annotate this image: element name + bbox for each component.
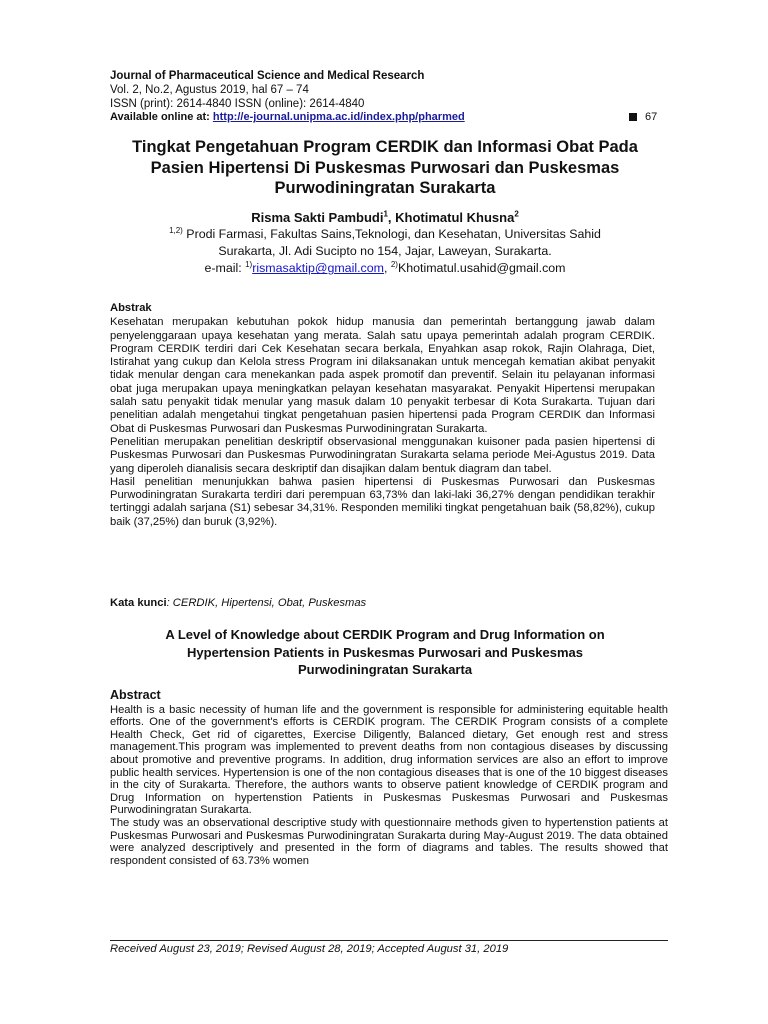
abstract-indonesian-paragraph-3: Hasil penelitian menunjukkan bahwa pasien hipertensi di Puskesmas Purwosari dan Puskesmas Purwodiningratan Surakarta terdiri dari perempuan 63,73% dan laki-laki 36,27% dengan pendidikan terakhir tertinggi adalah sarjana (S1) sebesar 34,31%. Responden memiliki tingkat pengetahuan baik (58,82%), cukup baik (37,25%) dan buruk (3,92%). bbox=[110, 475, 655, 528]
black-square-icon bbox=[629, 113, 637, 121]
keywords-label: Kata kunci bbox=[110, 597, 167, 609]
affiliation-sup: 1,2) bbox=[169, 225, 183, 235]
title-line-2: Pasien Hipertensi Di Puskesmas Purwosari dan Puskesmas bbox=[150, 158, 620, 177]
received-dates: Received August 23, 2019; Revised August 28, 2019; Accepted August 31, 2019 bbox=[110, 943, 509, 955]
english-title-line-3: Purwodiningratan Surakarta bbox=[297, 662, 473, 677]
keywords-value: : CERDIK, Hipertensi, Obat, Puskesmas bbox=[166, 597, 367, 609]
affiliation-line-1-text: Prodi Farmasi, Fakultas Sains,Teknologi, dan Kesehatan, Universitas Sahid bbox=[182, 227, 601, 241]
email-1-link[interactable]: rismasaktip@gmail.com bbox=[252, 261, 384, 276]
volume-line: Vol. 2, No.2, Agustus 2019, hal 67 – 74 bbox=[110, 83, 309, 96]
page-number bbox=[629, 111, 657, 123]
page-number-text: 67 bbox=[645, 111, 658, 123]
author-1: Risma Sakti Pambudi bbox=[251, 210, 384, 225]
email-label: e-mail: bbox=[204, 261, 246, 276]
title-line-1: Tingkat Pengetahuan Program CERDIK dan Informasi Obat Pada bbox=[132, 138, 638, 156]
author-2-sup: 2 bbox=[514, 209, 519, 219]
journal-header bbox=[110, 70, 670, 125]
keywords bbox=[110, 597, 366, 609]
abstract-indonesian-paragraph-2: Penelitian merupakan penelitian deskriptif observasional menggunakan kuisoner pada pasien hipertensi di Puskesmas Purwosari dan Puskesmas Purwodiningratan Surakarta selama periode Mei-Agustus 2019. Data yang diperoleh dianalisis secara deskriptif dan disajikan dalam bentuk diagram dan tabel. bbox=[110, 435, 655, 475]
author-2: Khotimatul Khusna bbox=[395, 210, 515, 225]
affiliation bbox=[100, 226, 670, 278]
abstract-english bbox=[110, 689, 668, 867]
issn-line: ISSN (print): 2614-4840 ISSN (online): 2614-4840 bbox=[110, 97, 365, 110]
available-online bbox=[110, 111, 670, 125]
abstract-indonesian-heading: Abstrak bbox=[110, 302, 152, 314]
abstract-english-paragraph-1: Health is a basic necessity of human life and the government is responsible for administering equitable health efforts. One of the government's efforts is CERDIK program. The CERDIK Program consists of a complete Health Check, Get rid of cigarettes, Exercise Diligently, Balanced dietary, Get enough rest and stress management.This program was implemented to prevent deaths from non contagious diseases by discussing about promotive and preventive programs. In addition, drug information services are also an effort to improve public health services. Hypertension is one of the non contagious diseases that is one of the 10 biggest diseases in the city of Surakarta. Therefore, the authors wants to observe patient knowledge of CERDIK program and Drug Information on hypertenstion Patients in Puskesmas Puskesmas Purwosari and Puskesmas Purwodiningratan Surakarta. bbox=[110, 703, 668, 817]
affiliation-line-1 bbox=[100, 226, 670, 243]
english-title-line-1: A Level of Knowledge about CERDIK Program and Drug Information on bbox=[165, 627, 605, 642]
footer-divider bbox=[110, 940, 668, 941]
journal-url-link[interactable]: http://e-journal.unipma.ac.id/index.php/pharmed bbox=[212, 111, 465, 124]
author-list bbox=[100, 210, 670, 225]
paper-title bbox=[100, 137, 670, 199]
abstract-english-heading: Abstract bbox=[110, 688, 161, 702]
author-1-sup: 1 bbox=[383, 209, 388, 219]
email-2: Khotimatul.usahid@gmail.com bbox=[397, 261, 566, 276]
email-2-sup: 2) bbox=[390, 260, 398, 270]
available-label: Available online at: bbox=[110, 111, 213, 124]
abstract-english-paragraph-2: The study was an observational descriptive study with questionnaire methods given to hypertenstion patients at Puskesmas Purwosari and Puskesmas Purwodiningratan Surakarta during May-August 2019. The data obtained were analyzed descriptively and presented in the form of diagrams and tables. The results showed that respondent consisted of 63.73% women bbox=[110, 816, 668, 867]
journal-name: Journal of Pharmaceutical Science and Medical Research bbox=[110, 70, 425, 82]
email-separator: , bbox=[383, 261, 391, 276]
affiliation-line-2: Surakarta, Jl. Adi Sucipto no 154, Jajar, Laweyan, Surakarta. bbox=[218, 244, 552, 259]
title-line-3: Purwodiningratan Surakarta bbox=[274, 179, 496, 197]
english-title-line-2: Hypertension Patients in Puskesmas Purwosari and Puskesmas bbox=[187, 644, 583, 660]
email-1-sup: 1) bbox=[245, 260, 253, 270]
email-line bbox=[100, 260, 670, 277]
english-title bbox=[100, 626, 670, 679]
abstract-indonesian bbox=[110, 302, 655, 529]
author-separator: , bbox=[387, 210, 396, 225]
abstract-indonesian-paragraph-1: Kesehatan merupakan kebutuhan pokok hidup manusia dan pemerintah bertanggung jawab dalam penyelenggaraan upaya kesehatan yang merata. Salah satu upaya pemerintah adalah program CERDIK. Program CERDIK terdiri dari Cek Kesehatan secara berkala, Enyahkan asap rokok, Rajin Olahraga, Diet, Istirahat yang cukup dan Kelola stress Program ini dilaksanakan untuk mencegah kematian akibat penyakit tidak menular dengan cara menekankan pada aspek promotif dan preventif. Selain itu pelayanan informasi obat juga merupakan upaya meningkatkan pelayan kesehatan masyarakat. Penyakit Hipertensi merupakan salah satu penyakit tidak menular yang masuk dalam 10 penyakit terbesar di Kota Surakarta. Tujuan dari penelitian adalah mengetahui tingkat pengetahuan pasien hipertensi pada Program CERDIK dan Informasi Obat di Puskesmas Purwosari dan Puskesmas Purwodiningratan Surakarta. bbox=[110, 316, 655, 435]
